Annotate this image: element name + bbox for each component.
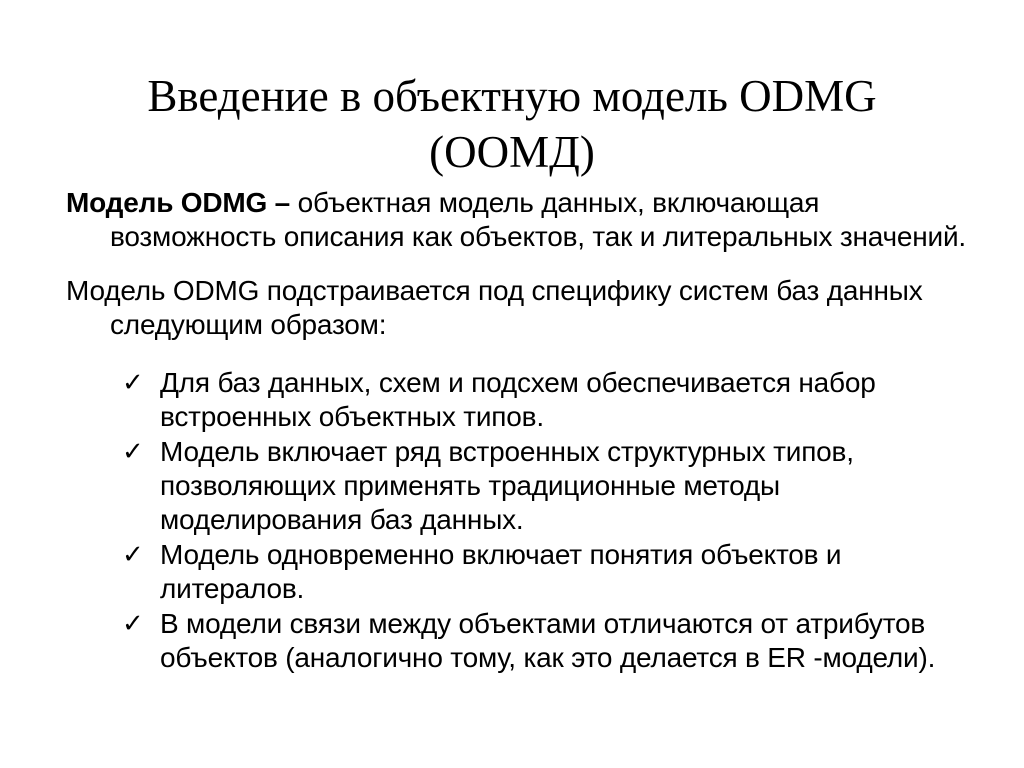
list-item	[122, 538, 952, 606]
paragraph-definition-lead: Модель ODMG –	[66, 187, 291, 218]
list-item-text: В модели связи между объектами отличаются от атрибутов объектов (аналогично тому, как это делается в ER -модели).	[160, 608, 936, 673]
list-item	[122, 607, 952, 675]
list-item-text: Для баз данных, схем и подсхем обеспечивается набор встроенных объектных типов.	[160, 367, 876, 432]
slide-title-line1: Введение в объектную модель ODMG	[147, 71, 877, 121]
list-item	[122, 435, 952, 537]
paragraph-intro-text: Модель ODMG подстраивается под специфику систем баз данных следующим образом:	[66, 275, 923, 340]
list-item	[122, 366, 952, 434]
paragraph-definition-rest: объектная модель данных, включающая возможность описания как объектов, так и литеральных значений.	[110, 187, 966, 252]
slide-title	[40, 68, 984, 180]
paragraph-definition	[66, 186, 966, 254]
list-item-text: Модель включает ряд встроенных структурных типов, позволяющих применять традиционные методы моделирования баз данных.	[160, 436, 854, 535]
bullet-list	[122, 366, 952, 675]
slide-body	[66, 186, 966, 676]
list-item-text: Модель одновременно включает понятия объектов и литералов.	[160, 539, 842, 604]
checkmark-icon: ✓	[122, 368, 144, 398]
paragraph-intro	[66, 274, 966, 342]
checkmark-icon: ✓	[122, 540, 144, 570]
slide-title-line2: (ООМД)	[429, 127, 595, 177]
checkmark-icon: ✓	[122, 609, 144, 639]
checkmark-icon: ✓	[122, 437, 144, 467]
